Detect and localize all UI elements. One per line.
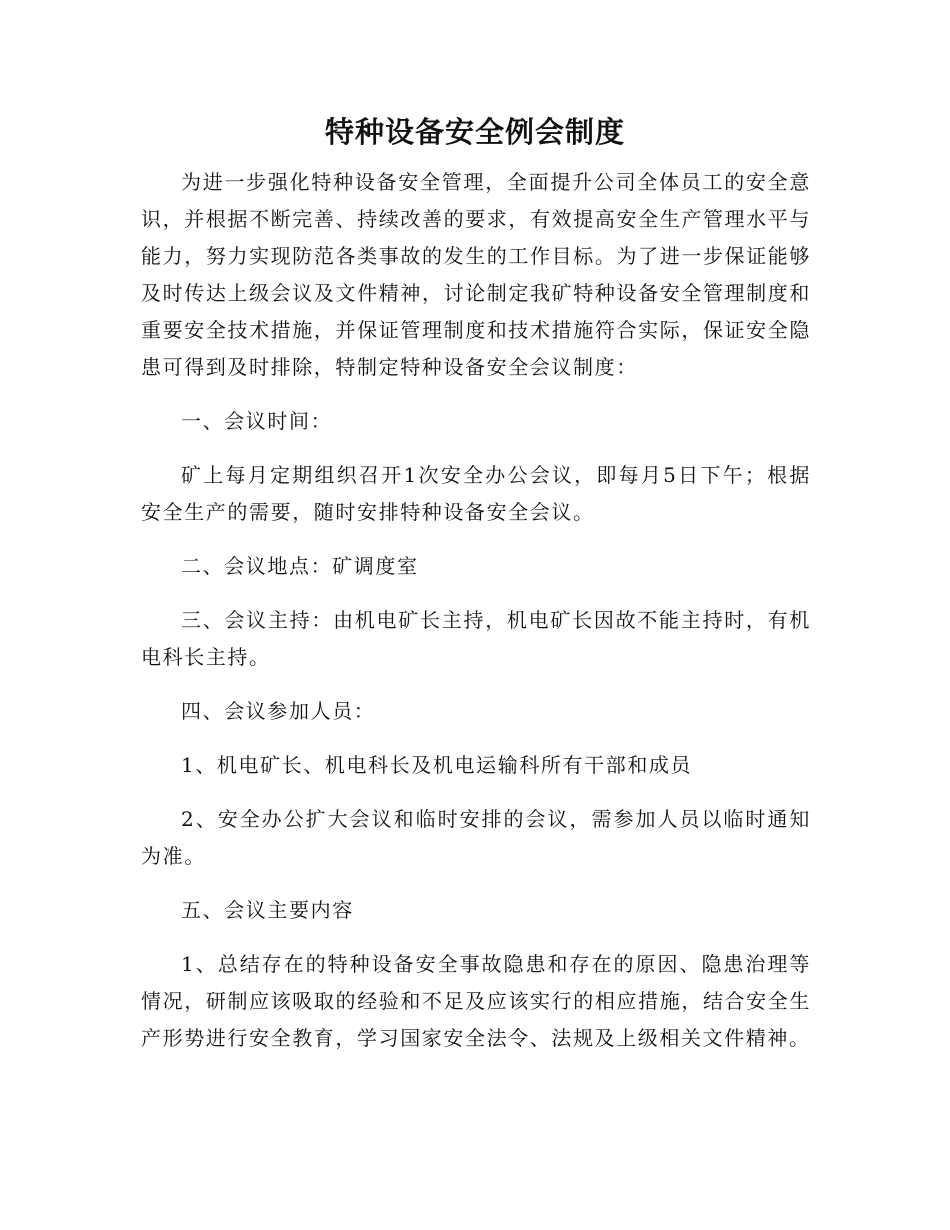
list-item-participants-2: 2、安全办公扩大会议和临时安排的会议，需参加人员以临时通知为准。 <box>141 807 811 868</box>
document-body <box>141 164 811 1074</box>
heading-meeting-participants: 四、会议参加人员： <box>181 699 376 723</box>
list-item-content-1: 1、总结存在的特种设备安全事故隐患和存在的原因、隐患治理等情况，研制应该吸取的经验和不足及应该实行的相应措施，结合安全生产形势进行安全教育，学习国家安全法令、法规及上级相关文件精神。 <box>141 952 811 1050</box>
heading-meeting-host: 三、会议主持：由机电矿长主持，机电矿长因故不能主持时，有机电科长主持。 <box>141 608 811 669</box>
heading-meeting-time: 一、会议时间： <box>181 409 333 433</box>
list-item-participants-1: 1、机电矿长、机电科长及机电运输科所有干部和成员 <box>181 753 693 777</box>
paragraph-meeting-time: 矿上每月定期组织召开1次安全办公会议，即每月5日下午；根据安全生产的需要，随时安排特种设备安全会议。 <box>141 463 811 524</box>
document-title: 特种设备安全例会制度 <box>324 115 625 149</box>
paragraph-intro: 为进一步强化特种设备安全管理，全面提升公司全体员工的安全意识，并根据不断完善、持续改善的要求，有效提高安全生产管理水平与能力，努力实现防范各类事故的发生的工作目标。为了进一步保证能够及时传达上级会议及文件精神，讨论制定我矿特种设备安全管理制度和重要安全技术措施，并保证管理制度和技术措施符合实际，保证安全隐患可得到及时排除，特制定特种设备安全会议制度： <box>141 170 811 379</box>
heading-meeting-content: 五、会议主要内容 <box>181 898 354 922</box>
heading-meeting-location: 二、会议地点：矿调度室 <box>181 554 419 578</box>
